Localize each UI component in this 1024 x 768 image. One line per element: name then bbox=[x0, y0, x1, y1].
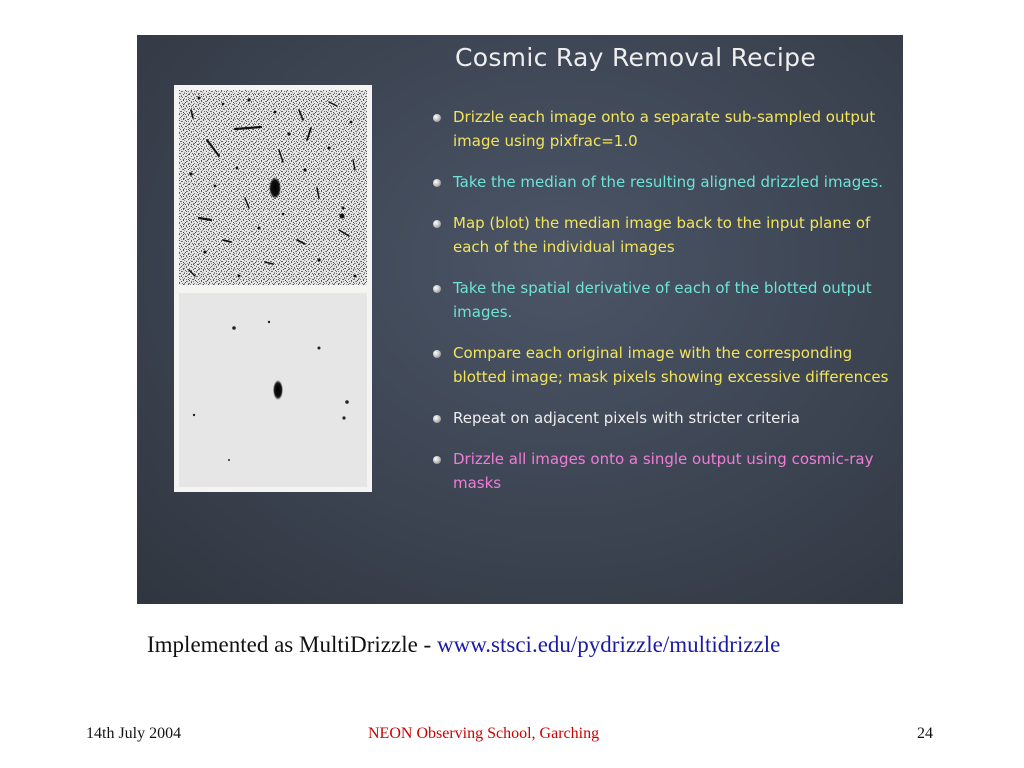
caption-text: Implemented as MultiDrizzle - bbox=[147, 632, 437, 657]
galaxy-cleaned bbox=[273, 380, 283, 400]
bullet-icon bbox=[433, 285, 441, 293]
bullet-item bbox=[433, 447, 893, 495]
bullet-icon bbox=[433, 456, 441, 464]
bullet-list bbox=[433, 105, 893, 512]
bullet-text: Map (blot) the median image back to the input plane of each of the individual images bbox=[453, 214, 871, 256]
bullet-text: Take the spatial derivative of each of the blotted output images. bbox=[453, 279, 872, 321]
raw-image-panel bbox=[179, 90, 367, 285]
image-frame bbox=[174, 85, 372, 492]
bullet-icon bbox=[433, 350, 441, 358]
astronomical-images bbox=[179, 90, 367, 487]
bullet-icon bbox=[433, 220, 441, 228]
bullet-item bbox=[433, 276, 893, 324]
bullet-text: Drizzle all images onto a single output using cosmic-ray masks bbox=[453, 450, 874, 492]
bullet-text: Drizzle each image onto a separate sub-sampled output image using pixfrac=1.0 bbox=[453, 108, 876, 150]
cleaned-image-panel bbox=[179, 293, 367, 487]
slide-title: Cosmic Ray Removal Recipe bbox=[455, 43, 817, 72]
bullet-icon bbox=[433, 114, 441, 122]
bullet-item bbox=[433, 341, 893, 389]
slide-image bbox=[137, 35, 903, 604]
bullet-item bbox=[433, 105, 893, 153]
bullet-icon bbox=[433, 179, 441, 187]
bullet-icon bbox=[433, 415, 441, 423]
bullet-text: Take the median of the resulting aligned drizzled images. bbox=[453, 173, 884, 191]
footer-date: 14th July 2004 bbox=[86, 725, 182, 742]
bullet-item bbox=[433, 211, 893, 259]
bullet-item bbox=[433, 170, 893, 194]
caption bbox=[147, 632, 780, 658]
multidrizzle-link[interactable]: www.stsci.edu/pydrizzle/multidrizzle bbox=[436, 632, 781, 657]
bullet-text: Repeat on adjacent pixels with stricter criteria bbox=[453, 409, 800, 427]
page-number: 24 bbox=[917, 725, 933, 742]
footer-venue: NEON Observing School, Garching bbox=[368, 725, 600, 742]
galaxy-raw bbox=[269, 177, 281, 199]
bullet-item bbox=[433, 406, 893, 430]
bullet-text: Compare each original image with the corresponding blotted image; mask pixels showing excessive differences bbox=[453, 344, 889, 386]
